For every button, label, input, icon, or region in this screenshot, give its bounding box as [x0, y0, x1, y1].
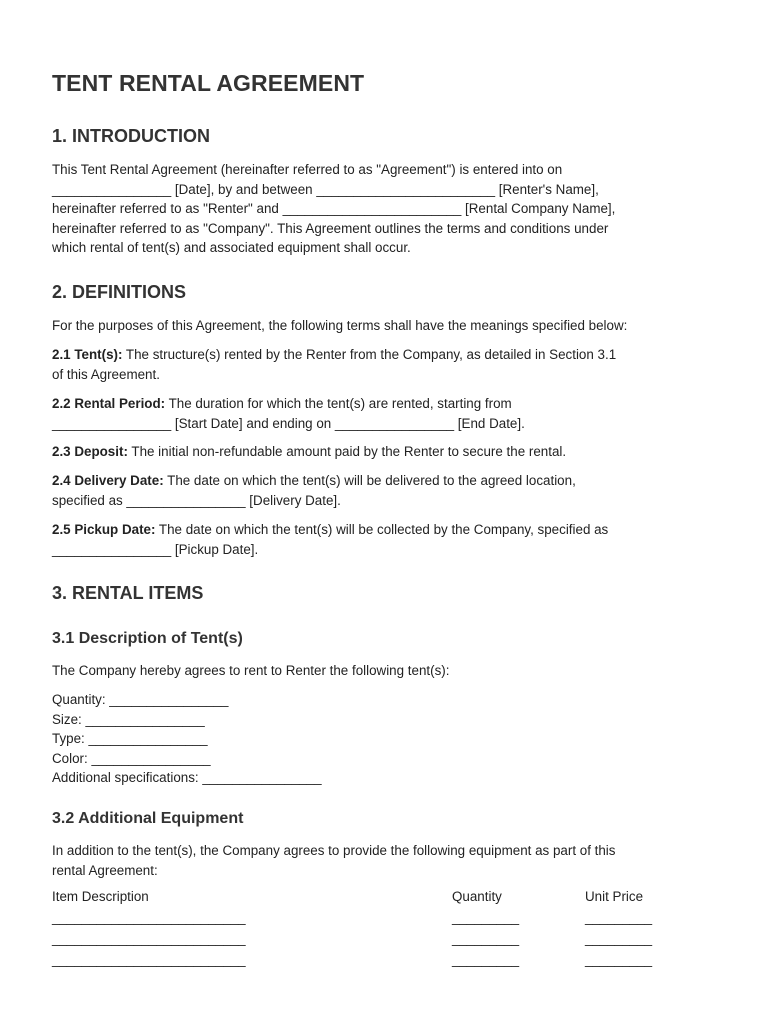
table-cell: _________	[452, 931, 520, 946]
table-cell: __________________________	[52, 910, 246, 925]
section-heading-rental-items: 3. RENTAL ITEMS	[52, 583, 204, 603]
intro-line: hereinafter referred to as "Company". This Agreement outlines the terms and conditions under	[52, 220, 609, 236]
intro-line: hereinafter referred to as "Renter" and ________________________ [Rental Company Name],	[52, 201, 616, 216]
intro-line: This Tent Rental Agreement (hereinafter referred to as "Agreement") is entered into on	[52, 162, 563, 177]
definition-text: The structure(s) rented by the Renter from the Company, as detailed in Section 3.1	[122, 347, 617, 362]
column-header-unit-price: Unit Price	[585, 889, 644, 904]
equipment-lead	[52, 841, 722, 880]
table-cell: __________________________	[52, 952, 246, 967]
document-title: TENT RENTAL AGREEMENT	[52, 70, 365, 96]
section-heading-introduction: 1. INTRODUCTION	[52, 126, 211, 146]
tent-field-color: Color: ________________	[52, 750, 211, 766]
definitions-lead: For the purposes of this Agreement, the following terms shall have the meanings specified below:	[52, 318, 628, 333]
definition-item-tents	[52, 345, 722, 384]
table-cell: __________________________	[52, 931, 246, 946]
definition-term: 2.3 Deposit:	[52, 444, 128, 459]
column-header-quantity: Quantity	[452, 889, 502, 904]
intro-line: ________________ [Date], by and between ________________________ [Renter's Name],	[52, 181, 599, 197]
subsection-heading-equipment: 3.2 Additional Equipment	[52, 810, 244, 827]
column-header-item-description: Item Description	[52, 889, 149, 904]
definition-term: 2.5 Pickup Date:	[52, 522, 156, 537]
tent-fields	[52, 690, 722, 788]
subsection-heading-tents: 3.1 Description of Tent(s)	[52, 630, 243, 647]
table-cell: _________	[452, 952, 520, 967]
definition-item-delivery-date	[52, 471, 722, 510]
introduction-paragraph	[52, 160, 722, 258]
definition-term: 2.4 Delivery Date:	[52, 473, 164, 488]
definition-item-pickup-date	[52, 520, 722, 559]
table-cell: _________	[585, 910, 653, 925]
definition-term: 2.2 Rental Period:	[52, 396, 166, 411]
tent-field-quantity: Quantity: ________________	[52, 692, 229, 707]
equipment-lead-line: rental Agreement:	[52, 862, 158, 878]
definition-text: The date on which the tent(s) will be delivered to the agreed location,	[163, 473, 576, 488]
definition-text: The duration for which the tent(s) are rented, starting from	[165, 396, 512, 411]
table-cell: _________	[585, 931, 653, 946]
tent-field-size: Size: ________________	[52, 711, 205, 727]
intro-line: which rental of tent(s) and associated equipment shall occur.	[52, 240, 411, 255]
tents-lead: The Company hereby agrees to rent to Renter the following tent(s):	[52, 663, 450, 678]
table-cell: _________	[585, 952, 653, 967]
equipment-table	[52, 889, 732, 979]
definition-item-deposit	[52, 442, 722, 462]
definition-text: The date on which the tent(s) will be collected by the Company, specified as	[155, 522, 609, 537]
table-cell: _________	[452, 910, 520, 925]
definition-text: ________________ [Start Date] and ending on ________________ [End Date].	[52, 415, 525, 431]
definition-text: The initial non-refundable amount paid by the Renter to secure the rental.	[127, 444, 567, 459]
tent-field-additional-specs: Additional specifications: ________________	[52, 770, 322, 785]
definition-text: of this Agreement.	[52, 366, 160, 382]
section-heading-definitions: 2. DEFINITIONS	[52, 282, 187, 302]
definition-text: specified as ________________ [Delivery Date].	[52, 492, 341, 508]
definition-term: 2.1 Tent(s):	[52, 347, 123, 362]
tent-field-type: Type: ________________	[52, 731, 208, 746]
definition-item-rental-period	[52, 394, 722, 433]
definition-text: ________________ [Pickup Date].	[52, 541, 259, 557]
equipment-lead-line: In addition to the tent(s), the Company agrees to provide the following equipment as part of this	[52, 843, 616, 858]
